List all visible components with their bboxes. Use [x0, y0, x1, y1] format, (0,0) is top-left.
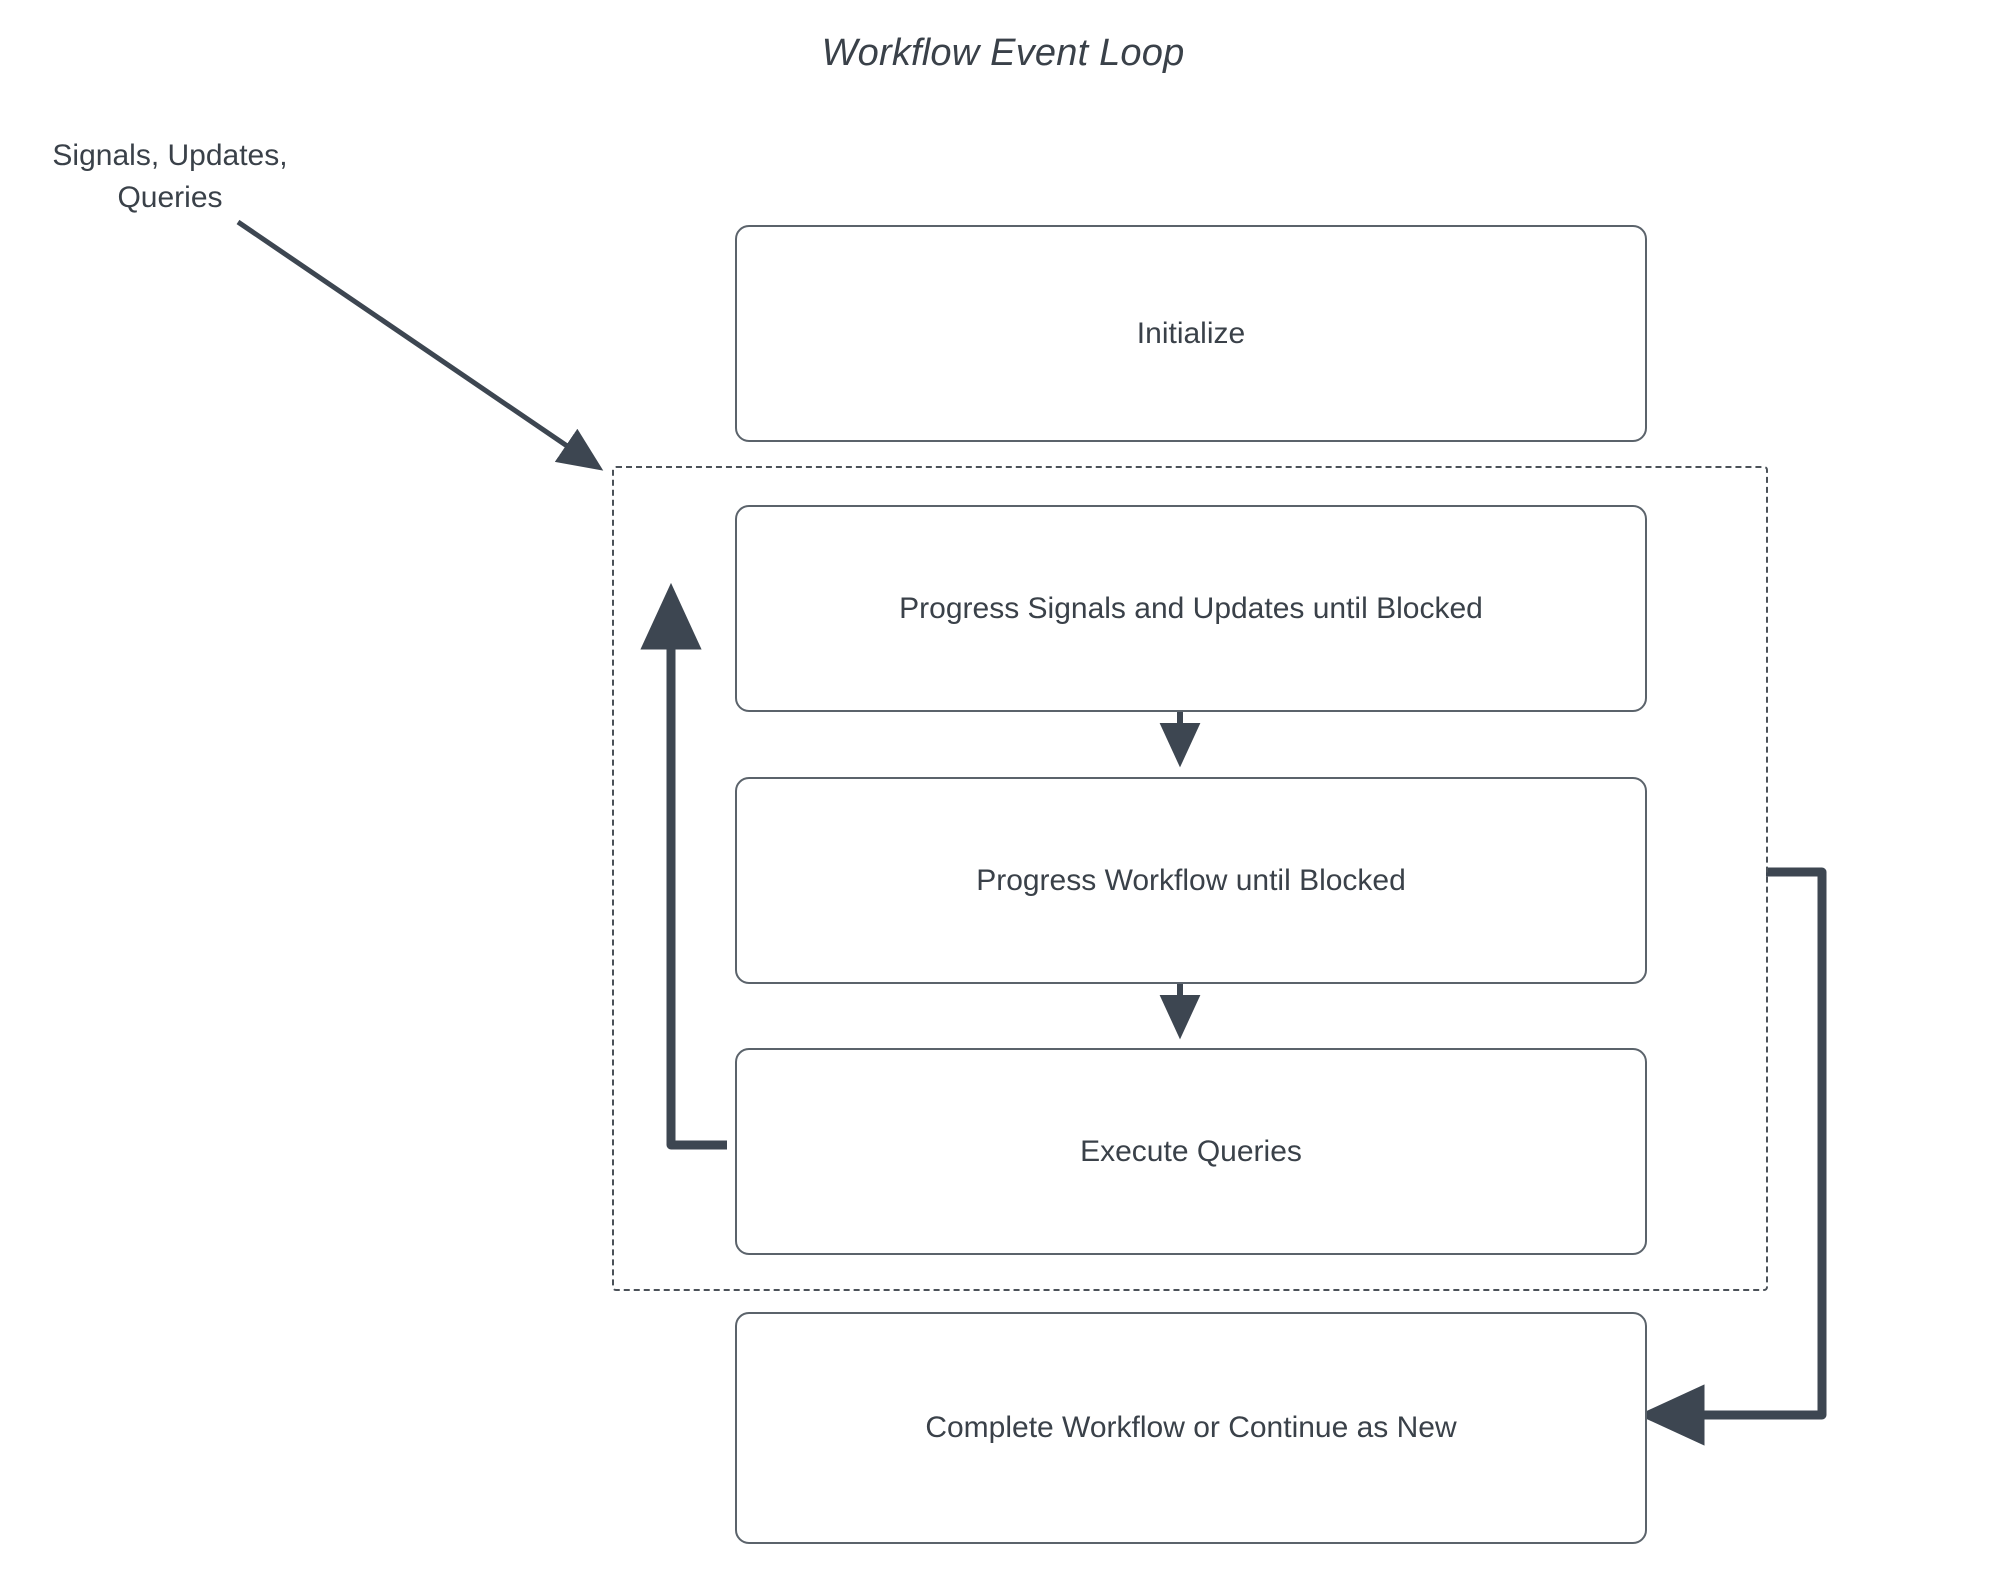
external-input-label-line1: Signals, Updates, [52, 139, 288, 172]
node-initialize[interactable] [735, 225, 1647, 442]
external-input-label [20, 135, 320, 219]
node-progress-signals[interactable] [735, 505, 1647, 712]
node-initialize-label: Initialize [1136, 316, 1246, 350]
node-progress-signals-label: Progress Signals and Updates until Blocked [899, 591, 1483, 625]
node-execute-queries-label: Execute Queries [1080, 1134, 1302, 1168]
node-complete-workflow[interactable] [735, 1312, 1647, 1544]
node-complete-workflow-label: Complete Workflow or Continue as New [925, 1411, 1457, 1444]
edge-external-to-loop [238, 222, 595, 465]
node-execute-queries[interactable] [735, 1048, 1647, 1255]
node-progress-workflow-label: Progress Workflow until Blocked [976, 863, 1406, 897]
page-title: Workflow Event Loop [821, 32, 1185, 74]
node-progress-workflow[interactable] [735, 777, 1647, 984]
external-input-label-line2: Queries [117, 181, 223, 214]
